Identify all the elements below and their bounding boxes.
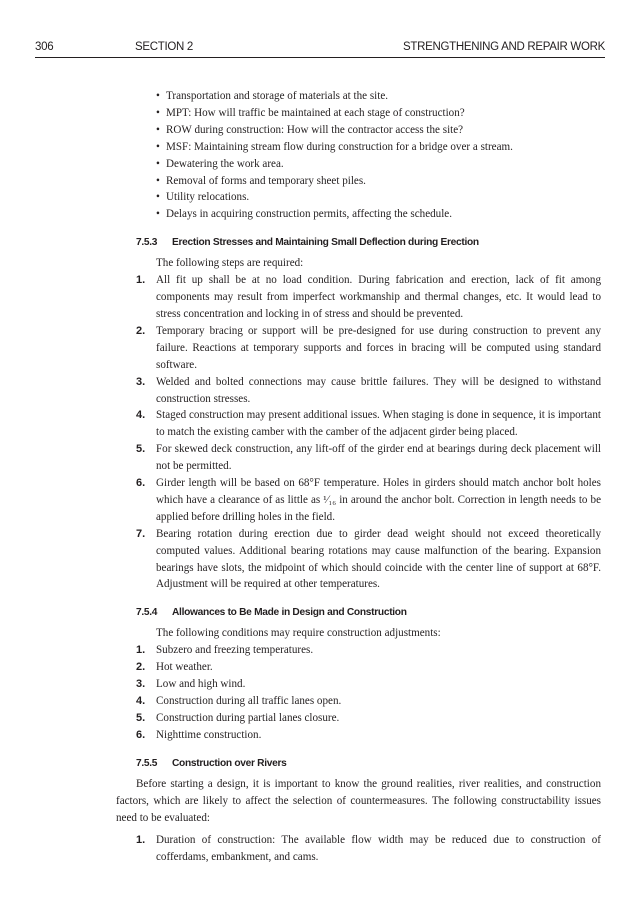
list-item: 7. Bearing rotation during erection due to girder dead weight should not exceed theoretically computed values. Additional bearing rotations may cause malfunction of the bearing. Expansion bearings have slots, the midpoint of which should coincide with the center line of support at 68°F. Adjustment will be required at other temperatures. [136, 527, 601, 591]
page-number: 306 [35, 41, 54, 53]
list-item: 3. Low and high wind. [136, 676, 601, 693]
section-heading-7-5-5 [136, 756, 601, 772]
list-item: 4. Construction during all traffic lanes open. [136, 693, 601, 710]
bullet-icon: • [156, 106, 160, 119]
section-heading-7-5-3 [136, 235, 601, 251]
list-item: • MSF: Maintaining stream flow during construction for a bridge over a stream. [136, 139, 601, 156]
bullet-icon: • [156, 191, 160, 204]
list-item: • Removal of forms and temporary sheet piles. [136, 173, 601, 190]
list-item: 2. Hot weather. [136, 659, 601, 676]
list-item: • Utility relocations. [136, 189, 601, 206]
item-number: 4. [136, 409, 146, 422]
section-number: 7.5.3 [136, 237, 158, 249]
item-number: 5. [136, 443, 146, 456]
list-item: 1. All fit up shall be at no load condition. During fabrication and erection, lack of fit among components may result from imperfect workmanship and thermal changes, etc. It would lead to stress concentration and locking in of stress and should be prevented. [136, 274, 601, 320]
bullet-list [136, 88, 601, 223]
section-intro: Before starting a design, it is important to know the ground realities, river realities, and construction factors, which are likely to affect the selection of countermeasures. The following constructability issues need to be evaluated: [116, 777, 601, 824]
list-item: 2. Temporary bracing or support will be pre-designed for use during construction to prevent any failure. Reactions at temporary supports and forces in bracing will be computed using standard software. [136, 324, 601, 371]
list-item: 3. Welded and bolted connections may cause brittle failures. They will be designed to withstand construction stresses. [136, 375, 601, 405]
bullet-icon: • [156, 90, 160, 102]
list-item: • Delays in acquiring construction permits, affecting the schedule. [136, 206, 601, 223]
list-item: • MPT: How will traffic be maintained at each stage of construction? [136, 105, 601, 122]
list-item: • Transportation and storage of materials at the site. [136, 88, 601, 105]
section-title: Erection Stresses and Maintaining Small Deflection during Erection [172, 237, 479, 249]
list-item: 5. For skewed deck construction, any lift-off of the girder end at bearings during deck placement will not be permitted. [136, 443, 601, 473]
item-number: 1. [136, 644, 146, 657]
section-number: 7.5.5 [136, 757, 158, 769]
item-number: 2. [136, 661, 146, 674]
section-number: 7.5.4 [136, 607, 158, 619]
list-item: 1. Subzero and freezing temperatures. [136, 642, 601, 659]
section-intro: The following conditions may require construction adjustments: [156, 627, 441, 640]
item-number: 6. [136, 728, 146, 741]
section-heading-7-5-4 [136, 605, 601, 621]
item-number: 5. [136, 711, 146, 724]
list-item: 4. Staged construction may present additional issues. When staging is done in sequence, it is important to match the existing camber with the camber of the adjacent girder being placed. [136, 409, 601, 439]
item-number: 1. [136, 834, 146, 847]
header-rule [35, 57, 605, 58]
list-item: • ROW during construction: How will the contractor access the site? [136, 122, 601, 139]
bullet-icon: • [156, 157, 160, 170]
list-item: 5. Construction during partial lanes closure. [136, 710, 601, 727]
running-header [35, 36, 605, 56]
section-intro: The following steps are required: [156, 257, 304, 270]
numbered-list [136, 272, 601, 593]
bullet-icon: • [156, 208, 160, 221]
section-label: SECTION 2 [135, 41, 194, 53]
list-item: 6. Nighttime construction. [136, 727, 601, 744]
section-title: Allowances to Be Made in Design and Construction [172, 607, 407, 619]
item-number: 7. [136, 527, 146, 540]
page-content [116, 88, 601, 866]
item-number: 4. [136, 695, 146, 707]
list-item: 1. Duration of construction: The available flow width may be reduced due to construction of cofferdams, embankment, and cams. [136, 834, 601, 864]
item-number: 6. [136, 477, 146, 490]
item-number: 3. [136, 678, 146, 691]
bullet-icon: • [156, 140, 160, 153]
list-item: 6. Girder length will be based on 68°F temperature. Holes in girders should match anchor bolt holes which have a clearance of as little as ¹⁄₁₆ in around the anchor bolt. Correction in length needs to be applied before drilling holes in the field. [136, 477, 601, 523]
chapter-title: STRENGTHENING AND REPAIR WORK [403, 41, 605, 53]
numbered-list [136, 832, 601, 866]
bullet-icon: • [156, 123, 160, 136]
list-item: • Dewatering the work area. [136, 156, 601, 173]
section-title: Construction over Rivers [172, 757, 287, 769]
numbered-list [136, 642, 601, 743]
bullet-icon: • [156, 174, 160, 187]
item-number: 2. [136, 324, 146, 337]
item-number: 1. [136, 274, 146, 287]
item-number: 3. [136, 375, 146, 388]
